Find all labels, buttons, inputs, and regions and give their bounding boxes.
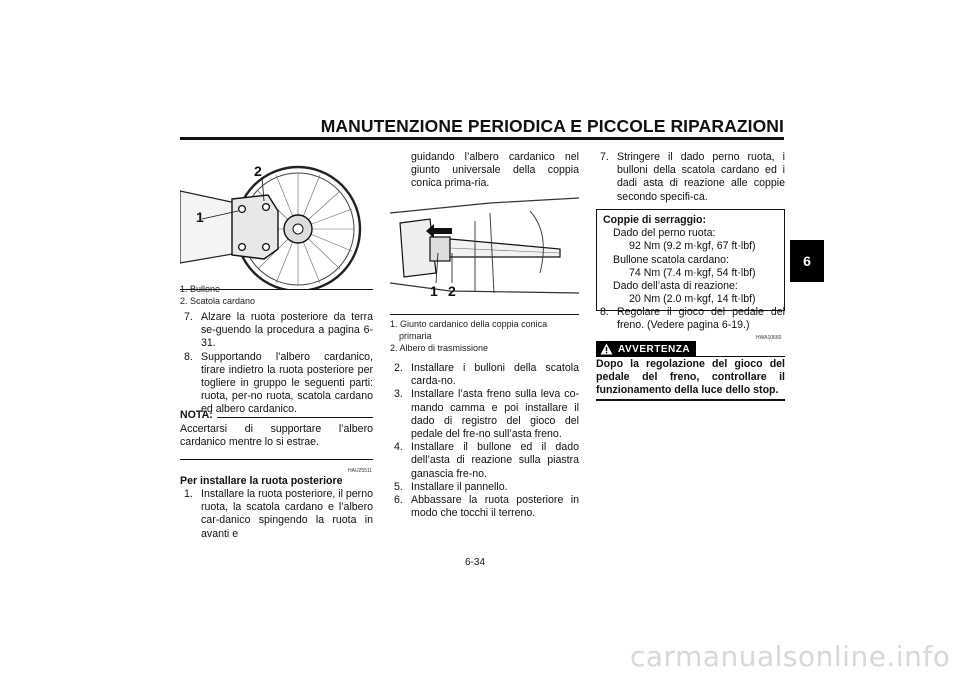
list-item <box>390 388 579 441</box>
step-text: Stringere il dado perno ruota, i bulloni della scatola cardano ed i dadi asta di reazione alle coppie secondo specifi-ca. <box>617 151 785 203</box>
title-rule <box>180 137 784 140</box>
note-block <box>180 409 373 460</box>
col1-install-steps <box>180 488 373 541</box>
torque-label: Bullone scatola cardano: <box>613 253 730 266</box>
warning-label-box <box>596 341 696 357</box>
step-text: Installare il bullone ed il dado dell’asta di reazione sulla piastra ganascia fre-no. <box>411 441 579 480</box>
warning-header <box>596 341 785 357</box>
step-number: 2. <box>394 362 403 374</box>
step-text: Installare l’asta freno sulla leva co-mando camma e poi installare il dado di registro del gioco del pedale del fre-no sull’asta freno. <box>411 388 579 441</box>
note-text: Accertarsi di supportare l’albero cardanico mentre lo si estrae. <box>180 423 373 449</box>
step-number: 8. <box>600 306 609 318</box>
step-number: 5. <box>394 480 403 493</box>
warning-triangle-icon <box>600 343 613 355</box>
step-text: Installare il pannello. <box>411 480 508 493</box>
list-item <box>180 351 373 417</box>
page-title: MANUTENZIONE PERIODICA E PICCOLE RIPARAZIONI <box>320 116 784 136</box>
col3-steps <box>596 151 785 204</box>
step-number: 1. <box>184 488 193 500</box>
callout-2: 2 <box>254 163 262 179</box>
caption-1: 1. Giunto cardanico della coppia conica primaria <box>390 319 548 341</box>
step-number: 3. <box>394 388 403 401</box>
step-text: Regolare il gioco del pedale del freno. (Vedere pagina 6-19.) <box>617 306 785 332</box>
callout-2: 2 <box>448 283 456 299</box>
col3-step8 <box>596 306 785 332</box>
list-item <box>596 151 785 204</box>
step-number: 4. <box>394 441 403 454</box>
list-item <box>390 362 579 388</box>
watermark: carmanualsonline.info <box>630 640 951 673</box>
list-item <box>390 481 579 494</box>
drive-shaft-illustration <box>390 193 579 303</box>
step-text: Installare i bulloni della scatola carda-no. <box>411 362 579 388</box>
figure-captions <box>180 283 373 307</box>
list-item <box>390 494 579 520</box>
figure-rule <box>390 314 579 315</box>
torque-heading: Coppie di serraggio: <box>603 214 707 226</box>
torque-value: 92 Nm (9.2 m·kgf, 67 ft·lbf) <box>629 240 756 253</box>
torque-spec-box <box>596 209 785 311</box>
step-number: 7. <box>184 311 193 323</box>
torque-label: Dado del perno ruota: <box>613 227 716 240</box>
torque-label: Dado dell’asta di reazione: <box>613 280 738 293</box>
caption-2: 2. Scatola cardano <box>180 296 256 306</box>
warning-label: AVVERTENZA <box>618 343 691 355</box>
col1-steps <box>180 311 373 417</box>
step-number: 8. <box>184 350 193 363</box>
callout-1: 1 <box>430 283 438 299</box>
step-text: Supportando l’albero cardanico, tirare indietro la ruota posteriore per togliere in gruppo le seguenti parti: ruota, per-no ruota, scatola cardano ed albero cardanico. <box>201 350 373 416</box>
col2-continued <box>390 151 579 191</box>
list-item <box>180 488 373 541</box>
warning-text: Dopo la regolazione del gioco del pedale del freno, controllare il funzionamento della luce dello stop. <box>596 358 785 397</box>
list-item <box>596 306 785 332</box>
caption-1: 1. Bullone <box>180 284 221 294</box>
torque-value: 20 Nm (2.0 m·kgf, 14 ft·lbf) <box>629 293 756 306</box>
col2-steps <box>390 362 579 520</box>
step-text: Abbassare la ruota posteriore in modo che tocchi il terreno. <box>411 494 579 520</box>
figure-captions <box>390 318 579 354</box>
warning-header-rule <box>696 356 785 357</box>
list-item <box>390 441 579 481</box>
step-text: Installare la ruota posteriore, il perno ruota, la scatola cardano e l’albero car-danico spingendo la ruota in avanti e <box>201 488 373 540</box>
rear-wheel-illustration <box>180 151 373 289</box>
callout-1: 1 <box>196 209 204 225</box>
torque-value: 74 Nm (7.4 m·kgf, 54 ft·lbf) <box>629 266 756 279</box>
list-item <box>180 311 373 351</box>
figure-drive-shaft <box>390 193 579 303</box>
step-text: Alzare la ruota posteriore da terra se-guendo la procedura a pagina 6-31. <box>201 311 373 350</box>
section-subheading: Per installare la ruota posteriore <box>180 475 343 487</box>
warning-code: HWA10660 <box>756 335 782 341</box>
section-code: HAU25511 <box>348 468 373 474</box>
note-end-rule <box>180 459 373 460</box>
step-number: 7. <box>600 151 609 163</box>
step-number: 6. <box>394 494 403 507</box>
page-number: 6-34 <box>465 557 486 568</box>
warning-end-rule <box>596 399 785 401</box>
chapter-tab: 6 <box>790 240 824 282</box>
continued-text: guidando l’albero cardanico nel giunto universale della coppia conica prima-ria. <box>411 151 579 190</box>
figure-rear-wheel <box>180 151 373 289</box>
caption-2: 2. Albero di trasmissione <box>390 343 489 353</box>
note-heading: NOTA: <box>180 409 213 421</box>
note-rule <box>217 417 373 418</box>
